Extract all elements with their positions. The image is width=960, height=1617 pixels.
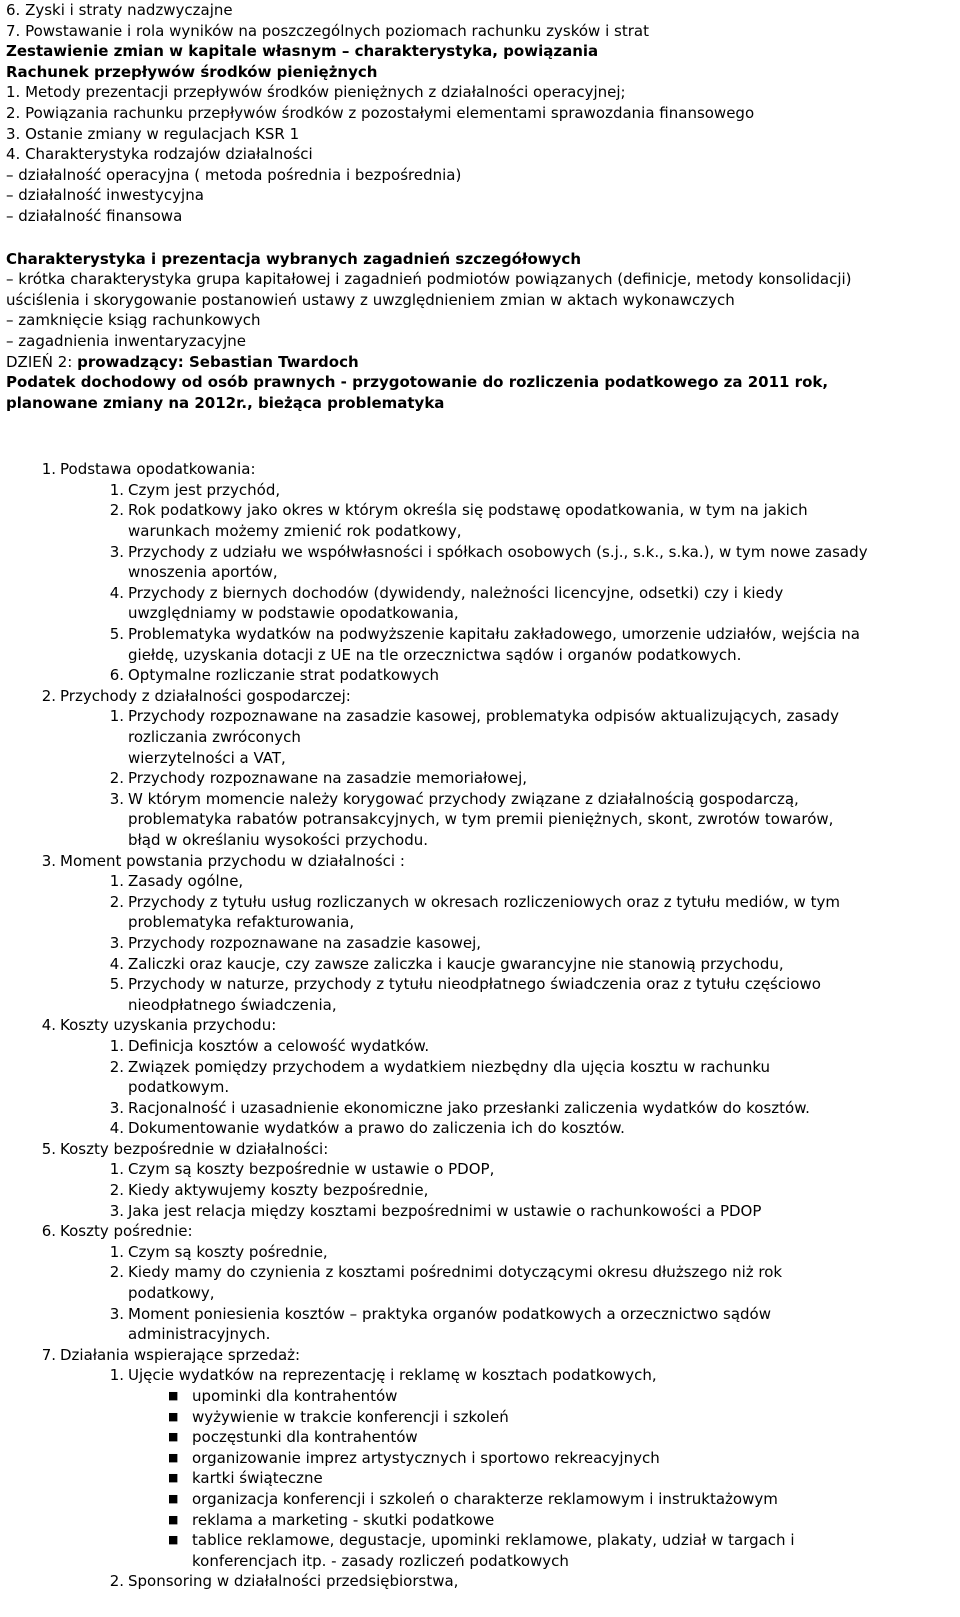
outline-subitem: [6, 1098, 950, 1119]
syllabus-line: 7. Powstawanie i rola wyników na poszczególnych poziomach rachunku zysków i strat: [6, 21, 649, 40]
outline-subitem: [6, 665, 950, 686]
subitem-row: [102, 583, 950, 624]
day-line: [6, 352, 950, 373]
subitem-number: 3.: [109, 789, 124, 808]
tax-heading-line-2: [6, 393, 950, 414]
subitem-text: Przychody z biernych dochodów (dywidendy, należności licencyjne, odsetki) czy i kiedy uwzględniamy w podstawie opodatkowania,: [128, 583, 784, 623]
topic-line: – krótka charakterystyka grupa kapitałowej i zagadnień podmiotów powiązanych (definicje, metody konsolidacji): [6, 270, 852, 289]
subitem-row: [102, 933, 950, 954]
outline-subitem: [6, 706, 950, 768]
bullet-list: [6, 1386, 950, 1571]
section-title: Moment powstania przychodu w działalności :: [60, 851, 405, 870]
section-number: 6.: [41, 1222, 56, 1241]
subitem-number: 4.: [109, 583, 124, 602]
section-number: 7.: [41, 1345, 56, 1364]
subitem-text: Czym są koszty bezpośrednie w ustawie o PDOP,: [128, 1160, 495, 1179]
subitem-text: Przychody z tytułu usług rozliczanych w okresach rozliczeniowych oraz z tytułu mediów, w tym problematyka refakturowania,: [128, 892, 840, 932]
outline-subitem: [6, 480, 950, 501]
subitem-number: 3.: [109, 1201, 124, 1220]
square-bullet-icon: ■: [168, 1491, 179, 1505]
syllabus-line: 4. Charakterystyka rodzajów działalności: [6, 145, 313, 164]
subitem-text: Problematyka wydatków na podwyższenie kapitału zakładowego, umorzenie udziałów, wejścia na giełdę, uzyskania dotacji z UE na tle orzecznictwa sądów i organów podatkowych.: [128, 625, 860, 664]
subitem-row: [102, 768, 950, 789]
tax-heading-bold-part: planowane zmiany na 2012r.: [6, 393, 248, 412]
subitem-text: Przychody rozpoznawane na zasadzie kasowej,: [128, 933, 482, 952]
tax-heading-rest: , bieżąca problematyka: [247, 393, 445, 412]
subitem-row: [102, 1262, 950, 1303]
subitem-text: Rok podatkowy jako okres w którym określa się podstawę opodatkowania, w tym na jakich warunkach możemy zmienić rok podatkowy,: [128, 501, 808, 541]
outline-subitem: [6, 954, 950, 975]
subitem-text: Przychody z udziału we współwłasności i spółkach osobowych (s.j., s.k., s.ka.), w tym nowe zasady wnoszenia aportów,: [128, 542, 868, 582]
subitem-row: [102, 1036, 950, 1057]
outline-section: [6, 1345, 950, 1366]
subitem-row: [102, 1201, 950, 1222]
topic-line-heading: Charakterystyka i prezentacja wybranych zagadnień szczegółowych: [6, 249, 582, 268]
bullet-text: organizowanie imprez artystycznych i sportowo rekreacyjnych: [192, 1448, 660, 1467]
outline-subitem: [6, 871, 950, 892]
subitem-row: [102, 665, 950, 686]
subitem-number: 1.: [109, 1036, 124, 1055]
subitem-row: [102, 1180, 950, 1201]
subitem-number: 3.: [109, 933, 124, 952]
syllabus-line-heading: Zestawienie zmian w kapitale własnym – charakterystyka, powiązania: [6, 42, 599, 61]
outline-section: [6, 686, 950, 707]
section-title: Koszty uzyskania przychodu:: [60, 1016, 277, 1035]
subitem-row: [102, 1098, 950, 1119]
outline-subitem: [6, 789, 950, 851]
outline-section: [6, 1139, 950, 1160]
subitem-number: 1.: [109, 707, 124, 726]
syllabus-line: – działalność operacyjna ( metoda pośrednia i bezpośrednia): [6, 165, 462, 184]
square-bullet-icon: ■: [168, 1450, 179, 1464]
outline-section-title: [40, 1139, 950, 1160]
outline-subitem: [6, 1159, 950, 1180]
outline-subitem: [6, 892, 950, 933]
subitem-number: 2.: [109, 892, 124, 911]
subitem-text: Przychody rozpoznawane na zasadzie kasowej, problematyka odpisów aktualizujących, zasady rozliczania zwróconych wierzytelności a VAT,: [128, 707, 840, 767]
subitem-number: 5.: [109, 975, 124, 994]
outline-section-title: [40, 686, 950, 707]
bullet-text: poczęstunki dla kontrahentów: [192, 1428, 418, 1447]
outline-section-title: [40, 1345, 950, 1366]
outline-subitem: [6, 1201, 950, 1222]
subitem-number: 1.: [109, 1242, 124, 1261]
syllabus-line: – działalność finansowa: [6, 206, 183, 225]
syllabus-line: 1. Metody prezentacji przepływów środków pieniężnych z działalności operacyjnej;: [6, 83, 626, 102]
section-number: 5.: [41, 1139, 56, 1158]
outline-section-title: [40, 851, 950, 872]
square-bullet-icon: ■: [168, 1409, 179, 1423]
subitem-row: [102, 542, 950, 583]
bullet-text: reklama a marketing - skutki podatkowe: [192, 1510, 495, 1529]
square-bullet-icon: ■: [168, 1471, 179, 1485]
outline-subitem: [6, 1180, 950, 1201]
tax-outline-list: [6, 459, 950, 1592]
bullet-item: [168, 1407, 950, 1428]
bullet-item: [168, 1510, 950, 1531]
subitem-row: [102, 1571, 950, 1592]
subitem-row: [102, 706, 950, 768]
section-title: Koszty pośrednie:: [60, 1222, 193, 1241]
day-prefix: DZIEŃ 2:: [6, 352, 78, 371]
outline-section: [6, 459, 950, 480]
section-number: 2.: [41, 686, 56, 705]
outline-section: [6, 1015, 950, 1036]
subitem-number: 3.: [109, 1304, 124, 1323]
subitem-number: 4.: [109, 1119, 124, 1138]
section-title: Przychody z działalności gospodarczej:: [60, 686, 351, 705]
subitem-row: [102, 1365, 950, 1386]
tax-heading-line-1: Podatek dochodowy od osób prawnych - przygotowanie do rozliczenia podatkowego za 2011 rok,: [6, 373, 829, 392]
subitem-number: 3.: [109, 542, 124, 561]
subitem-text: Kiedy aktywujemy koszty bezpośrednie,: [128, 1181, 429, 1200]
subitem-text: Zaliczki oraz kaucje, czy zawsze zaliczka i kaucje gwarancyjne nie stanowią przychodu,: [128, 954, 784, 973]
spacer: [6, 227, 950, 249]
bullet-text: kartki świąteczne: [192, 1469, 323, 1488]
subitem-text: Sponsoring w działalności przedsiębiorstwa,: [128, 1572, 459, 1591]
subitem-number: 1.: [109, 1160, 124, 1179]
section-number: 1.: [41, 460, 56, 479]
syllabus-line: 6. Zyski i straty nadzwyczajne: [6, 1, 233, 19]
outline-subitem: [6, 1036, 950, 1057]
detailed-topics-section: [6, 249, 950, 352]
subitem-text: Przychody w naturze, przychody z tytułu nieodpłatnego świadczenia oraz z tytułu częściowo nieodpłatnego świadczenia,: [128, 975, 821, 1014]
bullet-item: [168, 1427, 950, 1448]
outline-subitem: [6, 1304, 950, 1345]
subitem-text: Przychody rozpoznawane na zasadzie memoriałowej,: [128, 769, 528, 788]
subitem-row: [102, 1242, 950, 1263]
outline-subitem: [6, 1365, 950, 1386]
syllabus-line-heading: Rachunek przepływów środków pieniężnych: [6, 62, 378, 81]
square-bullet-icon: ■: [168, 1512, 179, 1526]
subitem-number: 2.: [109, 769, 124, 788]
outline-subitem: [6, 933, 950, 954]
topic-line: – zagadnienia inwentaryzacyjne: [6, 331, 246, 350]
subitem-row: [102, 1159, 950, 1180]
subitem-number: 2.: [109, 1572, 124, 1591]
syllabus-line: 3. Ostanie zmiany w regulacjach KSR 1: [6, 124, 300, 143]
subitem-number: 2.: [109, 1181, 124, 1200]
outline-subitem: [6, 542, 950, 583]
subitem-text: Czym są koszty pośrednie,: [128, 1242, 328, 1261]
bullet-item: [168, 1530, 950, 1571]
syllabus-line: – działalność inwestycyjna: [6, 186, 204, 205]
outline-subitem: [6, 1057, 950, 1098]
outline-section: [6, 851, 950, 872]
bullet-text: upominki dla kontrahentów: [192, 1387, 398, 1405]
bullet-item: [168, 1468, 950, 1489]
section-number: 3.: [41, 851, 56, 870]
subitem-text: Kiedy mamy do czynienia z kosztami pośrednimi dotyczącymi okresu dłuższego niż rok podatkowy,: [128, 1263, 783, 1303]
outline-subitem: [6, 624, 950, 665]
subitem-row: [102, 1118, 950, 1139]
subitem-row: [102, 500, 950, 541]
subitem-number: 1.: [109, 872, 124, 891]
subitem-number: 4.: [109, 954, 124, 973]
square-bullet-icon: ■: [168, 1430, 179, 1444]
subitem-number: 1.: [109, 480, 124, 499]
subitem-text: Jaka jest relacja między kosztami bezpośrednimi w ustawie o rachunkowości a PDOP: [128, 1201, 762, 1220]
day-instructor: prowadzący: Sebastian Twardoch: [77, 352, 359, 371]
topic-line: uściślenia i skorygowanie postanowień ustawy z uwzględnieniem zmian w aktach wykonawczych: [6, 290, 735, 309]
section-title: Działania wspierające sprzedaż:: [60, 1345, 301, 1364]
subitem-number: 6.: [109, 666, 124, 685]
subitem-row: [102, 974, 950, 1015]
bullet-item: [168, 1448, 950, 1469]
square-bullet-icon: ■: [168, 1389, 179, 1402]
outline-subitem: [6, 1118, 950, 1139]
outline-subitem: [6, 1262, 950, 1303]
subitem-text: Dokumentowanie wydatków a prawo do zaliczenia ich do kosztów.: [128, 1119, 625, 1138]
bullet-item: [168, 1386, 950, 1407]
outline-section-title: [40, 1015, 950, 1036]
section-title: Koszty bezpośrednie w działalności:: [60, 1139, 329, 1158]
subitem-number: 2.: [109, 501, 124, 520]
subitem-text: W którym momencie należy korygować przychody związane z działalnością gospodarczą, problematyka rabatów potransakcyjnych, w tym premii pieniężnych, skont, zwrotów towarów, błąd w określaniu wysokości przychodu.: [128, 789, 834, 849]
bullet-text: organizacja konferencji i szkoleń o charakterze reklamowym i instruktażowym: [192, 1489, 778, 1508]
outline-section-title: [40, 1221, 950, 1242]
outline-subitem: [6, 768, 950, 789]
topic-line: – zamknięcie ksiąg rachunkowych: [6, 311, 261, 330]
outline-subitem: [6, 1571, 950, 1592]
outline-section: [6, 1221, 950, 1242]
outline-subitem: [6, 500, 950, 541]
bullet-text: wyżywienie w trakcie konferencji i szkoleń: [192, 1407, 509, 1426]
syllabus-line: 2. Powiązania rachunku przepływów środków z pozostałymi elementami sprawozdania finansowego: [6, 103, 755, 122]
outline-subitem: [6, 583, 950, 624]
subitem-row: [102, 480, 950, 501]
subitem-row: [102, 892, 950, 933]
subitem-number: 3.: [109, 1098, 124, 1117]
subitem-row: [102, 1304, 950, 1345]
subitem-text: Związek pomiędzy przychodem a wydatkiem niezbędny dla ujęcia kosztu w rachunku podatkowym.: [128, 1057, 771, 1097]
subitem-text: Moment poniesienia kosztów – praktyka organów podatkowych a orzecznictwo sądów administracyjnych.: [128, 1304, 771, 1344]
section-number: 4.: [41, 1016, 56, 1035]
syllabus-top-section: [6, 0, 950, 227]
subitem-row: [102, 1057, 950, 1098]
subitem-number: 1.: [109, 1366, 124, 1385]
outline-subitem: [6, 974, 950, 1015]
subitem-text: Zasady ogólne,: [128, 872, 244, 891]
subitem-text: Racjonalność i uzasadnienie ekonomiczne jako przesłanki zaliczenia wydatków do kosztów.: [128, 1098, 810, 1117]
outline-section-title: [40, 459, 950, 480]
subitem-row: [102, 871, 950, 892]
spacer: [6, 413, 950, 459]
subitem-text: Ujęcie wydatków na reprezentację i reklamę w kosztach podatkowych,: [128, 1366, 657, 1385]
subitem-row: [102, 624, 950, 665]
section-title: Podstawa opodatkowania:: [60, 460, 256, 479]
subitem-text: Czym jest przychód,: [128, 480, 281, 499]
square-bullet-icon: ■: [168, 1533, 179, 1547]
outline-subitem: [6, 1242, 950, 1263]
subitem-number: 2.: [109, 1057, 124, 1076]
subitem-text: Optymalne rozliczanie strat podatkowych: [128, 666, 439, 685]
subitem-number: 2.: [109, 1263, 124, 1282]
subitem-text: Definicja kosztów a celowość wydatków.: [128, 1036, 430, 1055]
subitem-row: [102, 954, 950, 975]
bullet-item: [168, 1489, 950, 1510]
subitem-row: [102, 789, 950, 851]
subitem-number: 5.: [109, 625, 124, 644]
bullet-text: tablice reklamowe, degustacje, upominki reklamowe, plakaty, udział w targach i konferencjach itp. - zasady rozliczeń podatkowych: [192, 1531, 795, 1570]
